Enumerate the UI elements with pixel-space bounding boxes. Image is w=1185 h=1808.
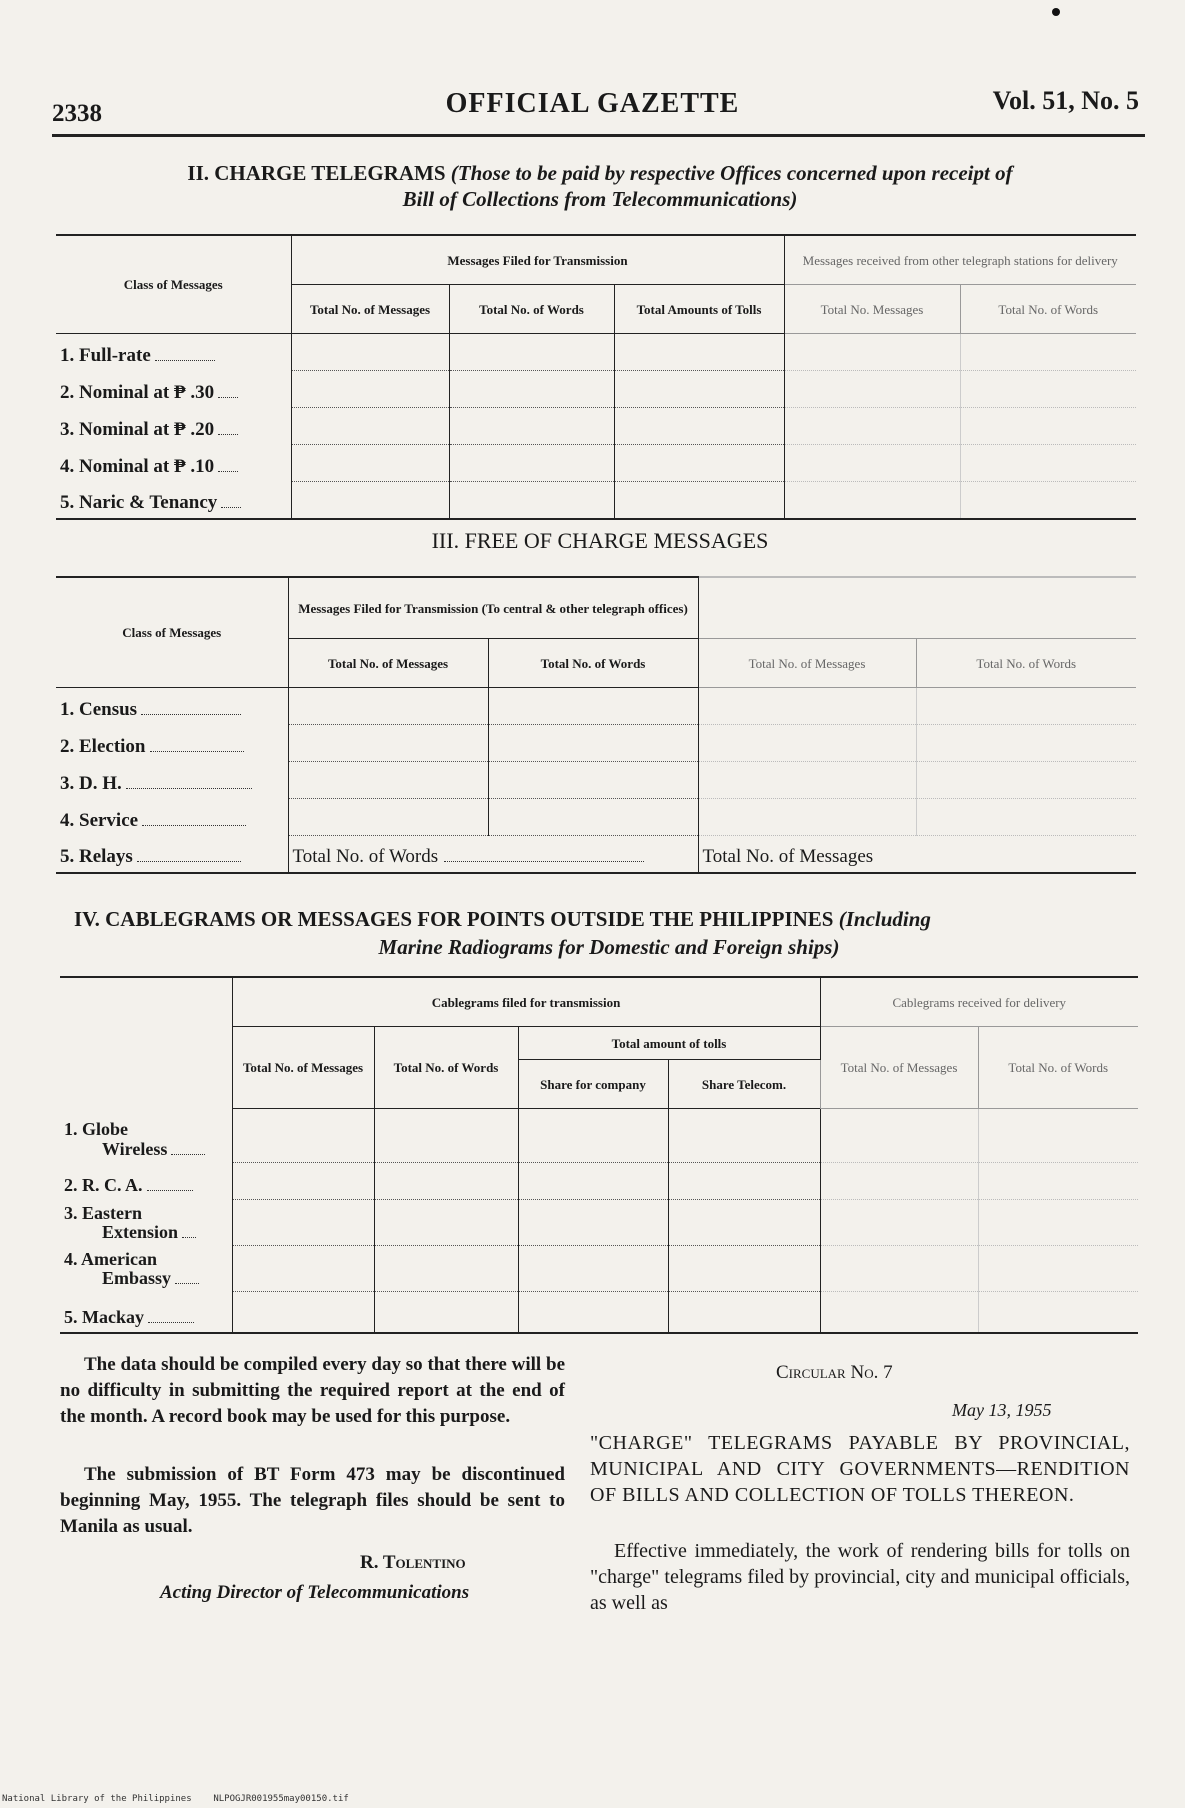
free-messages-table: [56, 576, 1136, 874]
instruction-paragraph-2: The submission of BT Form 473 may be discontinued beginning May, 1955. The telegraph files should be sent to Manila as usual.: [60, 1464, 565, 1537]
input-cell[interactable]: [820, 1109, 978, 1163]
row-label: 5. Relays: [60, 846, 133, 867]
relays-words-label: Total No. of Words: [292, 846, 439, 867]
table-row: [56, 482, 1136, 520]
input-cell[interactable]: [518, 1292, 668, 1333]
col-total-messages: Total No. of Messages: [291, 285, 449, 334]
row-label: 3. Eastern: [64, 1202, 142, 1223]
signatory-title: Acting Director of Telecommunications: [160, 1582, 470, 1603]
input-cell[interactable]: [291, 334, 449, 371]
input-cell[interactable]: [614, 482, 784, 520]
input-cell[interactable]: [232, 1109, 374, 1163]
input-cell[interactable]: [291, 482, 449, 520]
table-row: [60, 1163, 1138, 1200]
input-cell[interactable]: [291, 408, 449, 445]
col-total-words: Total No. of Words: [449, 285, 614, 334]
input-cell[interactable]: [978, 1163, 1138, 1200]
input-cell[interactable]: [374, 1109, 518, 1163]
input-cell[interactable]: [784, 408, 960, 445]
section4-title-italic2: Marine Radiograms for Domestic and Foreign ships): [378, 935, 840, 959]
col-total-messages: Total No. of Messages: [288, 639, 488, 688]
col-recv-messages: Total No. of Messages: [698, 639, 916, 688]
table-row: [56, 799, 1136, 836]
section2-title-italic2: Bill of Collections from Telecommunications): [402, 187, 798, 211]
input-cell[interactable]: [978, 1292, 1138, 1333]
input-cell[interactable]: [374, 1246, 518, 1292]
input-cell[interactable]: [449, 408, 614, 445]
row-label: 2. Election: [60, 735, 146, 757]
input-cell[interactable]: [698, 725, 916, 762]
input-cell[interactable]: [614, 408, 784, 445]
circular-heading: Circular No. 7: [776, 1362, 893, 1383]
row-label: 3. Nominal at ₱ .20: [60, 418, 215, 440]
col-class: Class of Messages: [56, 235, 291, 334]
input-cell[interactable]: [698, 762, 916, 799]
input-cell[interactable]: [488, 799, 698, 836]
input-cell[interactable]: [698, 799, 916, 836]
input-cell[interactable]: [288, 762, 488, 799]
gazette-title: OFFICIAL GAZETTE: [445, 88, 740, 119]
input-cell[interactable]: [978, 1200, 1138, 1246]
table-row: [56, 371, 1136, 408]
input-cell[interactable]: [784, 445, 960, 482]
input-cell[interactable]: [291, 371, 449, 408]
input-cell[interactable]: [916, 688, 1136, 725]
col-total-words: Total No. of Words: [374, 1027, 518, 1109]
input-cell[interactable]: [668, 1109, 820, 1163]
row-label: 1. Full-rate: [60, 344, 151, 366]
table-row: [56, 688, 1136, 725]
input-cell[interactable]: [449, 445, 614, 482]
input-cell[interactable]: [488, 688, 698, 725]
input-cell[interactable]: [916, 762, 1136, 799]
row-label: 5. Naric & Tenancy: [60, 492, 218, 513]
input-cell[interactable]: [916, 725, 1136, 762]
col-recv-words: Total No. of Words: [978, 1027, 1138, 1109]
header-rule: [52, 134, 1145, 137]
row-label: 4. Service: [60, 809, 139, 831]
input-cell[interactable]: [518, 1163, 668, 1200]
col-recv-words: Total No. of Words: [916, 639, 1136, 688]
row-label-cont: Extension: [102, 1221, 179, 1242]
table-row: [60, 1109, 1138, 1163]
input-cell[interactable]: [449, 371, 614, 408]
input-cell[interactable]: [488, 762, 698, 799]
input-cell[interactable]: [960, 482, 1136, 520]
input-cell[interactable]: [784, 371, 960, 408]
input-cell[interactable]: [374, 1200, 518, 1246]
input-cell[interactable]: [374, 1163, 518, 1200]
group-filed: Messages Filed for Transmission: [291, 235, 784, 285]
section4-title-bold: IV. CABLEGRAMS OR MESSAGES FOR POINTS OUTSIDE THE PHILIPPINES: [74, 907, 834, 931]
table-row: [56, 836, 1136, 874]
input-cell[interactable]: [518, 1246, 668, 1292]
input-cell[interactable]: [668, 1163, 820, 1200]
circular-subject: "CHARGE" TELEGRAMS PAYABLE BY PROVINCIAL, MUNICIPAL AND CITY GOVERNMENTS—RENDITION OF BILLS AND COLLECTION OF TOLLS THEREON.: [590, 1432, 1130, 1506]
group-received: Messages received from other telegraph stations for delivery: [784, 235, 1136, 285]
input-cell[interactable]: [518, 1200, 668, 1246]
input-cell[interactable]: [232, 1163, 374, 1200]
col-recv-words: Total No. of Words: [960, 285, 1136, 334]
table-row: [56, 408, 1136, 445]
col-total-messages: Total No. of Messages: [232, 1027, 374, 1109]
input-cell[interactable]: [668, 1200, 820, 1246]
table-row: [56, 725, 1136, 762]
instruction-paragraph-1: The data should be compiled every day so that there will be no difficulty in submitting the required report at the end of the month. A record book may be used for this purpose.: [60, 1354, 565, 1427]
input-cell[interactable]: [960, 445, 1136, 482]
row-label: 3. D. H.: [60, 772, 122, 794]
input-cell[interactable]: [960, 334, 1136, 371]
row-label: 4. American: [64, 1248, 157, 1269]
input-cell[interactable]: [288, 725, 488, 762]
input-cell[interactable]: [668, 1246, 820, 1292]
row-label-cont: Wireless: [102, 1138, 168, 1159]
row-label-cont: Embassy: [102, 1267, 172, 1288]
input-cell[interactable]: [449, 334, 614, 371]
table-row: [60, 1246, 1138, 1292]
row-label: 5. Mackay: [64, 1306, 144, 1327]
input-cell[interactable]: [820, 1246, 978, 1292]
volume-number: Vol. 51, No. 5: [992, 86, 1139, 115]
page-number: 2338: [52, 100, 102, 127]
group-filed: Cablegrams filed for transmission: [232, 977, 820, 1027]
input-cell[interactable]: [698, 688, 916, 725]
input-cell[interactable]: [232, 1292, 374, 1333]
input-cell[interactable]: [916, 799, 1136, 836]
signatory-name: R. Tolentino: [360, 1552, 466, 1573]
input-cell[interactable]: [960, 408, 1136, 445]
group-filed: Messages Filed for Transmission (To central & other telegraph offices): [288, 577, 698, 639]
circular-date: May 13, 1955: [952, 1400, 1052, 1420]
section3-title: III. FREE OF CHARGE MESSAGES: [431, 528, 769, 553]
section2-title-italic: (Those to be paid by respective Offices concerned upon receipt of: [450, 161, 1013, 185]
input-cell[interactable]: [232, 1200, 374, 1246]
input-cell[interactable]: [614, 334, 784, 371]
ink-dot: [1052, 8, 1060, 16]
input-cell[interactable]: [232, 1246, 374, 1292]
col-total-tolls: Total Amounts of Tolls: [614, 285, 784, 334]
input-cell[interactable]: [488, 725, 698, 762]
row-label: 2. Nominal at ₱ .30: [60, 381, 215, 403]
col-recv-messages: Total No. Messages: [784, 285, 960, 334]
row-label: 4. Nominal at ₱ .10: [60, 455, 215, 477]
input-cell[interactable]: [960, 371, 1136, 408]
input-cell[interactable]: [288, 799, 488, 836]
col-class: Class of Messages: [56, 577, 288, 688]
input-cell[interactable]: [291, 445, 449, 482]
input-cell[interactable]: [449, 482, 614, 520]
input-cell[interactable]: [784, 482, 960, 520]
table-row: [56, 334, 1136, 371]
col-total-words: Total No. of Words: [488, 639, 698, 688]
scan-source-footer: National Library of the Philippines NLPOGJR001955may00150.tif: [2, 1794, 349, 1804]
section2-title: [60, 160, 1140, 212]
section4-title-italic: (Including: [838, 907, 931, 931]
input-cell[interactable]: [288, 688, 488, 725]
row-label: 2. R. C. A.: [64, 1174, 143, 1195]
relays-messages-label: Total No. of Messages: [702, 846, 874, 867]
col-share-telecom: Share Telecom.: [668, 1060, 820, 1109]
group-tolls: Total amount of tolls: [518, 1027, 820, 1060]
section4-title: [70, 906, 1144, 960]
table-row: [56, 445, 1136, 482]
row-label: 1. Globe: [64, 1118, 129, 1139]
section2-title-bold: II. CHARGE TELEGRAMS: [187, 161, 446, 185]
input-cell[interactable]: [518, 1109, 668, 1163]
row-label: 1. Census: [60, 698, 138, 720]
input-cell[interactable]: [978, 1109, 1138, 1163]
table-row: [60, 1200, 1138, 1246]
input-cell[interactable]: [820, 1163, 978, 1200]
group-received: Cablegrams received for delivery: [820, 977, 1138, 1027]
charge-telegrams-table: [56, 234, 1136, 520]
input-cell[interactable]: [820, 1292, 978, 1333]
input-cell[interactable]: [978, 1246, 1138, 1292]
cablegrams-table: [60, 976, 1138, 1334]
col-recv-messages: Total No. of Messages: [820, 1027, 978, 1109]
input-cell[interactable]: [374, 1292, 518, 1333]
circular-body: Effective immediately, the work of rendering bills for tolls on "charge" telegrams filed by provincial, city and municipal officials, as well as: [590, 1540, 1130, 1614]
input-cell[interactable]: [614, 445, 784, 482]
input-cell[interactable]: [784, 334, 960, 371]
table-row: [60, 1292, 1138, 1333]
input-cell[interactable]: [820, 1200, 978, 1246]
input-cell[interactable]: [668, 1292, 820, 1333]
table-row: [56, 762, 1136, 799]
input-cell[interactable]: [614, 371, 784, 408]
col-share-company: Share for company: [518, 1060, 668, 1109]
